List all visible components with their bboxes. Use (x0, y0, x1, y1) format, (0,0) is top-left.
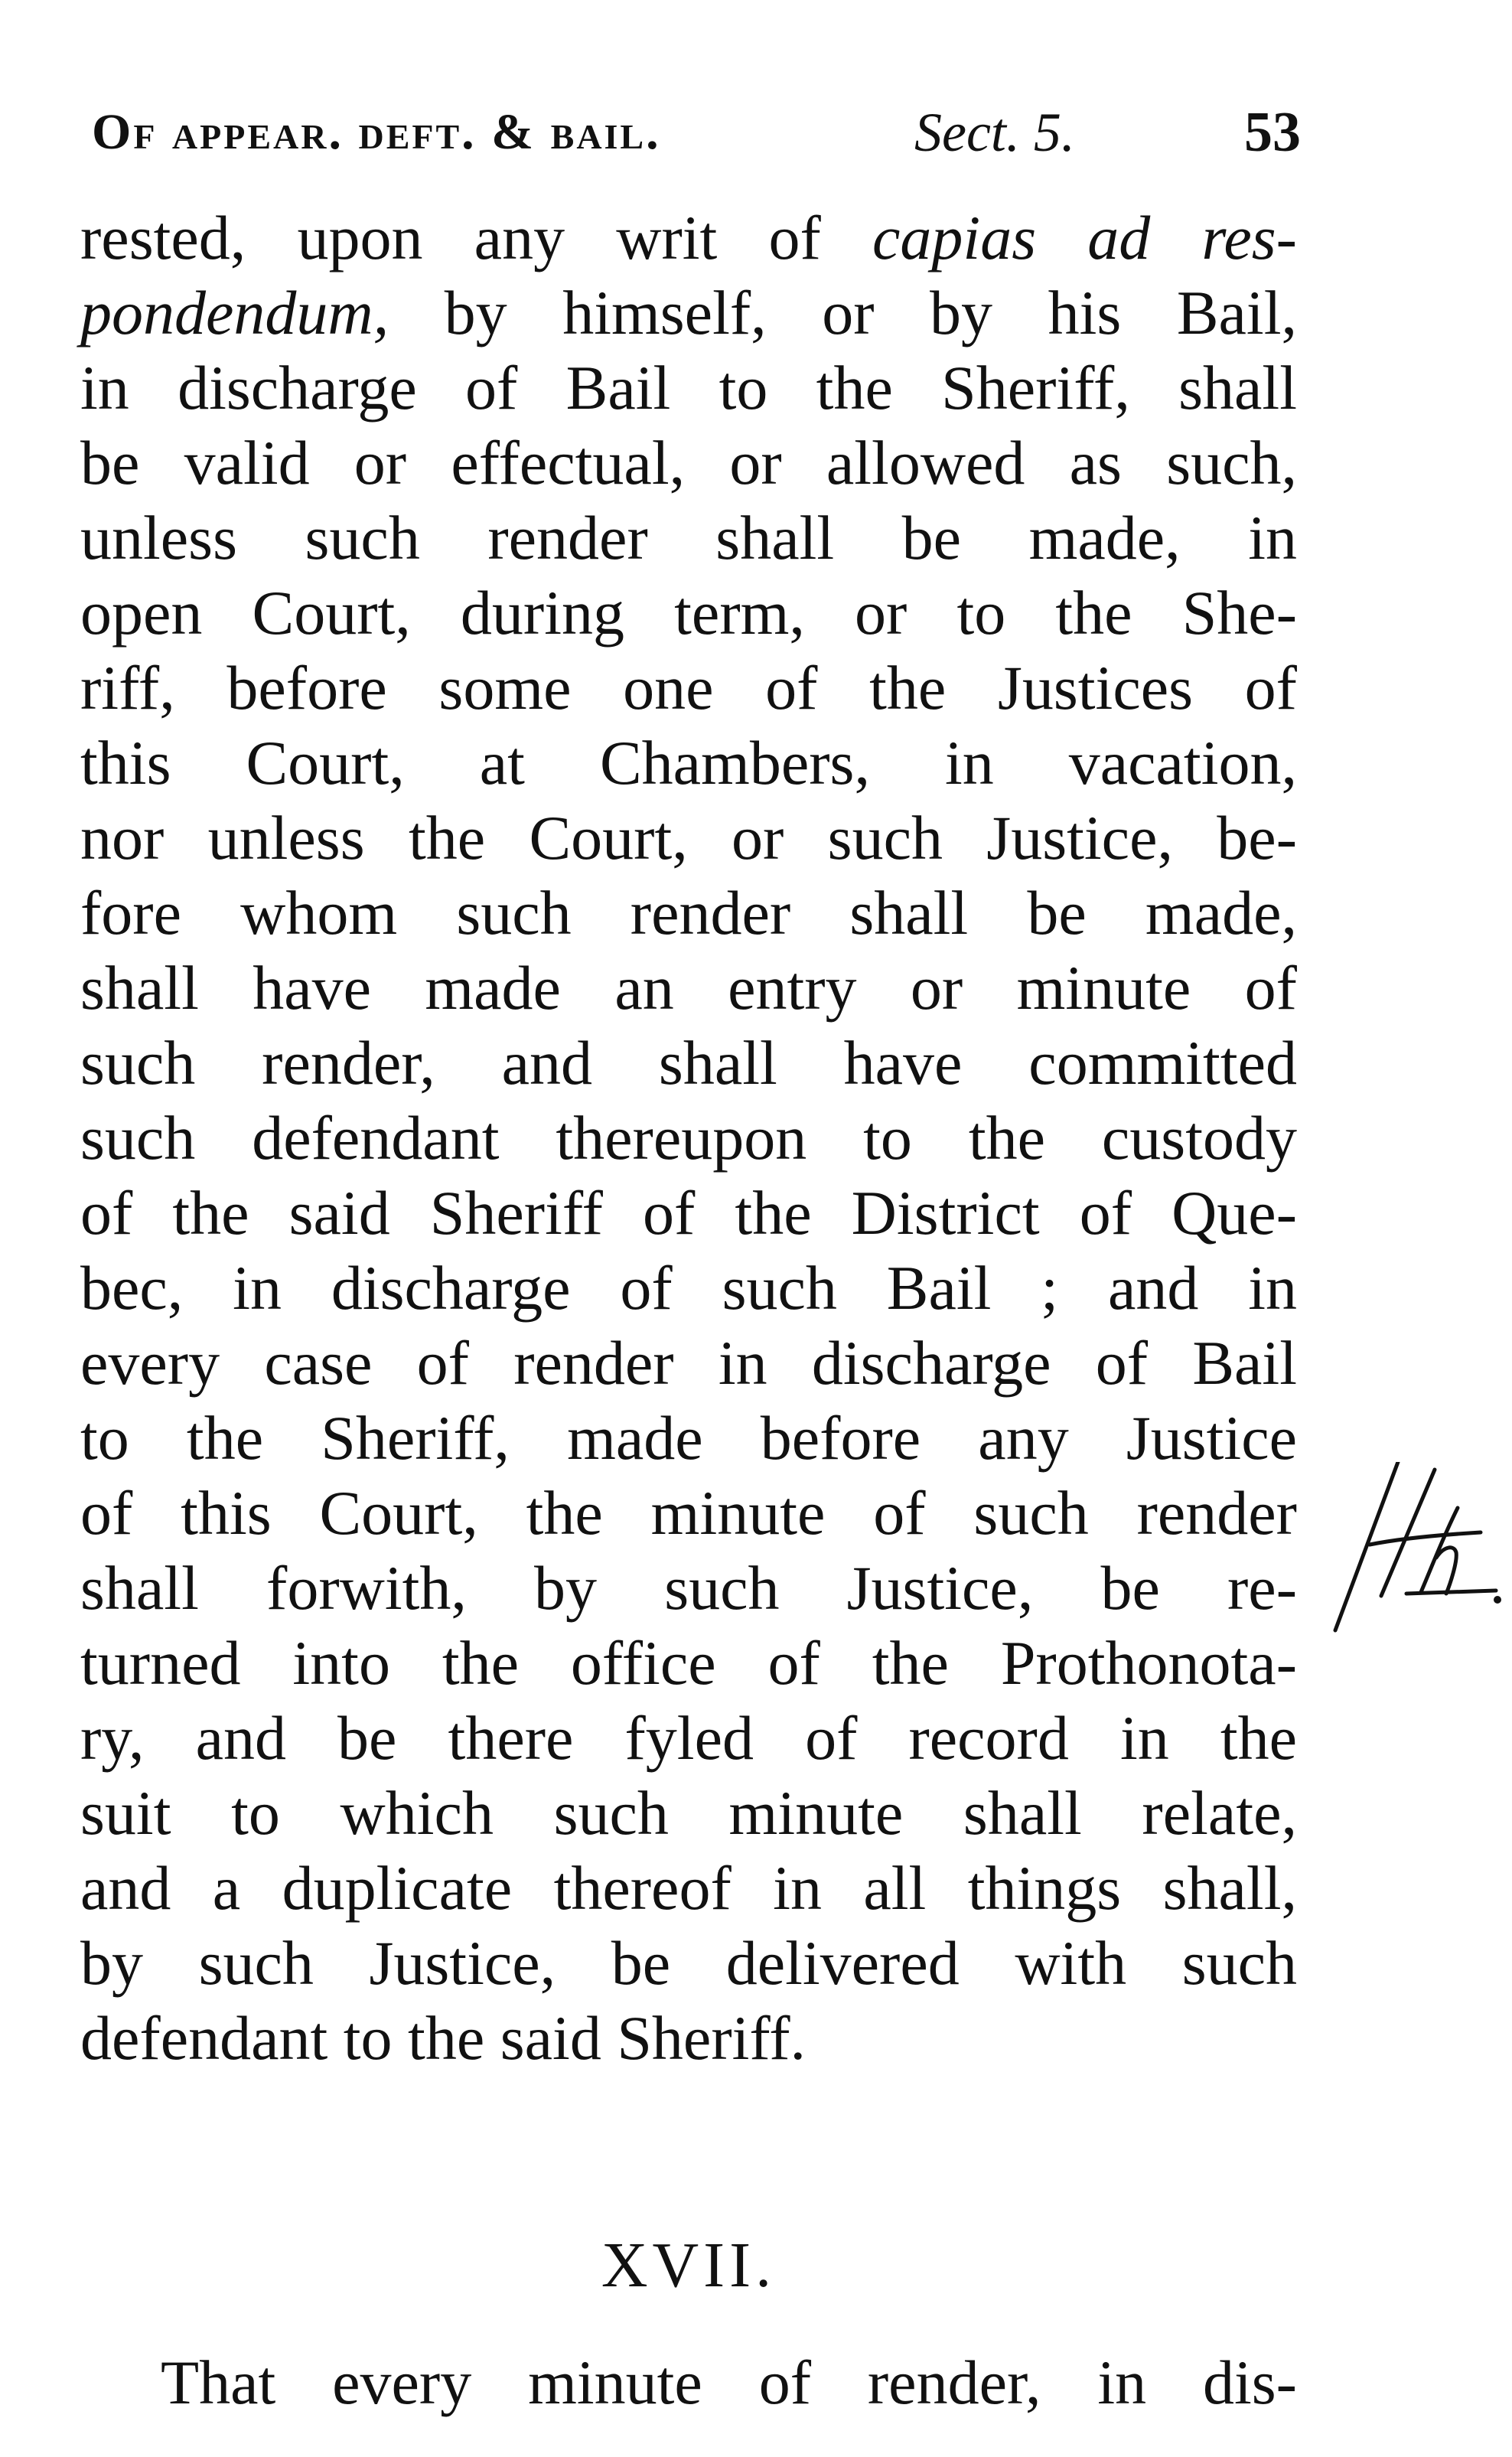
text-line: this Court, at Chambers, in vacation, (80, 728, 1297, 798)
text-line: shall forwith, by such Justice, be re- (80, 1553, 1297, 1623)
running-head-title: Of appear. deft. & bail. (92, 104, 661, 160)
text-line: riff, before some one of the Justices of (80, 653, 1297, 723)
margin-annotation (1328, 1462, 1504, 1646)
text-line: in discharge of Bail to the Sheriff, shall (80, 353, 1297, 423)
body-text-continuation: That every minute of render, in dis- (161, 2348, 1297, 2417)
text-line: of this Court, the minute of such render (80, 1478, 1297, 1548)
text-line: ry, and be there fyled of record in the (80, 1703, 1297, 1773)
text-line: pondendum, by himself, or by his Bail, (80, 278, 1297, 348)
text-line: every case of render in discharge of Bail (80, 1328, 1297, 1398)
text-line: bec, in discharge of such Bail ; and in (80, 1253, 1297, 1323)
handwritten-annotation-icon (1328, 1462, 1504, 1646)
text-line: shall have made an entry or minute of (80, 953, 1297, 1023)
text-line: such defendant thereupon to the custody (80, 1103, 1297, 1173)
section-reference: Sect. 5. (914, 102, 1075, 163)
text-line: be valid or effectual, or allowed as such, (80, 428, 1297, 498)
text-line: such render, and shall have committed (80, 1028, 1297, 1098)
running-head (92, 90, 1301, 175)
text-line: and a duplicate thereof in all things shall, (80, 1853, 1297, 1923)
section-heading: XVII. (601, 2230, 777, 2301)
text-line: rested, upon any writ of capias ad res- (80, 203, 1297, 272)
text-line: turned into the office of the Prothonota- (80, 1628, 1297, 1698)
text-line: suit to which such minute shall relate, (80, 1778, 1297, 1848)
text-line: defendant to the said Sheriff. (80, 2003, 807, 2073)
text-line: to the Sheriff, made before any Justice (80, 1403, 1297, 1473)
page-number: 53 (1244, 101, 1301, 164)
text-line: by such Justice, be delivered with such (80, 1928, 1297, 1998)
text-line: fore whom such render shall be made, (80, 878, 1297, 948)
text-line: unless such render shall be made, in (80, 503, 1297, 573)
text-line: open Court, during term, or to the She- (80, 578, 1297, 648)
text-line: nor unless the Court, or such Justice, be- (80, 803, 1297, 873)
text-line: of the said Sheriff of the District of Que- (80, 1178, 1297, 1248)
body-text (80, 201, 1297, 2076)
